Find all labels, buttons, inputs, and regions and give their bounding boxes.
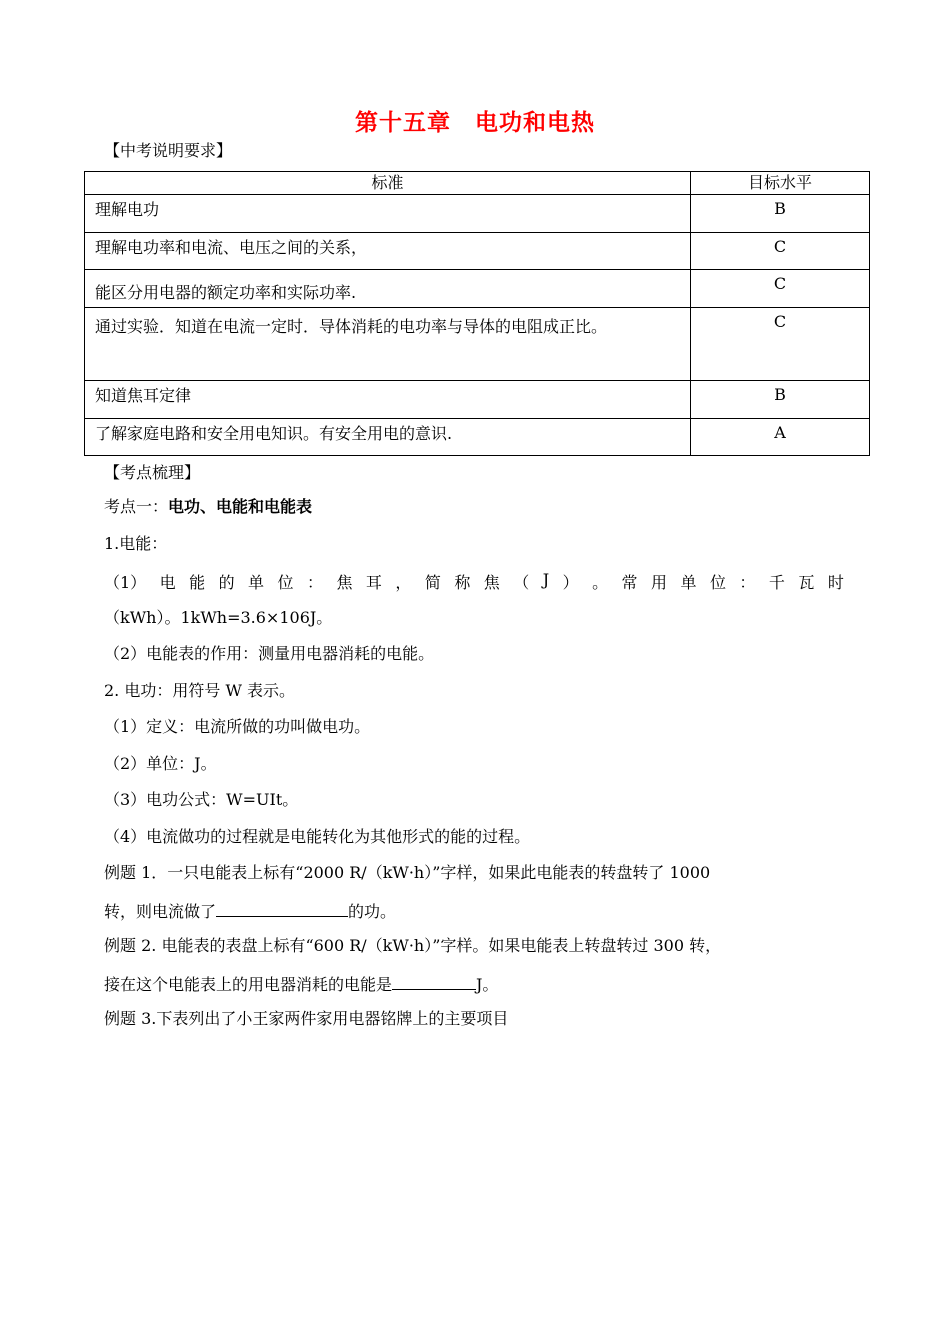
text-line: （2）单位：J。 (104, 754, 217, 773)
standard-cell: 了解家庭电路和安全用电知识。有安全用电的意识. (85, 419, 691, 456)
text-line: （3）电功公式：W=UIt。 (104, 790, 299, 809)
table-row (85, 195, 870, 233)
level-cell: C (691, 233, 870, 270)
standard-cell: 能区分用电器的额定功率和实际功率. (85, 270, 691, 308)
text-char: 耳 (365, 573, 382, 592)
text-line: （1）定义：电流所做的功叫做电功。 (104, 717, 371, 736)
standard-cell: 理解电功率和电流、电压之间的关系， (85, 233, 691, 270)
text-line: 1.电能： (104, 534, 168, 553)
text-char: 常 (621, 573, 638, 592)
text-char: 能 (189, 573, 206, 592)
level-cell: B (691, 195, 870, 233)
point1-prefix: 考点一： (104, 497, 169, 516)
text-char: 的 (218, 573, 235, 592)
example-3-line: 例题 3.下表列出了小王家两件家用电器铭牌上的主要项目 (104, 1009, 509, 1028)
point1-title: 电功、电能和电能表 (168, 497, 313, 516)
text-char: 位 (277, 573, 294, 592)
requirements-table (84, 171, 870, 456)
text-char: 。 (592, 573, 609, 592)
text-line: （kWh）。1kWh=3.6×106J。 (104, 608, 333, 627)
text-char: 位 (709, 573, 726, 592)
table-row (85, 270, 870, 308)
standard-cell: 理解电功 (85, 195, 691, 233)
text-char: 焦 (336, 573, 353, 592)
example-1-line-2 (104, 899, 396, 923)
text-char: 电 (159, 573, 176, 592)
text-char: 瓦 (798, 573, 815, 592)
example-2-line-2 (104, 972, 498, 996)
text-char: ： (739, 573, 756, 592)
header-level: 目标水平 (691, 172, 870, 195)
text-segment: 的功。 (348, 902, 397, 921)
header-standard: 标准 (85, 172, 691, 195)
text-char: 单 (248, 573, 265, 592)
text-char: 时 (827, 573, 844, 592)
standard-cell: 知道焦耳定律 (85, 381, 691, 419)
table-row (85, 419, 870, 456)
text-char: 简 (424, 573, 441, 592)
level-cell: A (691, 419, 870, 456)
standard-cell: 通过实验．知道在电流一定时．导体消耗的电功率与导体的电阻成正比。 (85, 308, 691, 381)
text-line: （4）电流做功的过程就是电能转化为其他形式的能的过程。 (104, 827, 531, 846)
text-line: 2. 电功：用符号 W 表示。 (104, 681, 295, 700)
table-row (85, 233, 870, 270)
text-char: 焦 (483, 573, 500, 592)
text-char: 千 (768, 573, 785, 592)
text-segment: 转，则电流做了 (104, 902, 217, 921)
points-heading: 【考点梳理】 (104, 463, 201, 482)
text-char: ： (306, 573, 323, 592)
level-cell: B (691, 381, 870, 419)
text-line: （2）电能表的作用：测量用电器消耗的电能。 (104, 644, 435, 663)
text-segment: J。 (476, 975, 499, 994)
point1-heading (104, 496, 312, 518)
text-char: （ (513, 573, 530, 592)
text-char: 称 (454, 573, 471, 592)
example-1-line-1: 例题 1．一只电能表上标有“2000 R/（kW·h）”字样，如果此电能表的转盘转了 1000 (104, 863, 711, 882)
text-char: ） (562, 573, 579, 592)
table-row (85, 381, 870, 419)
level-cell: C (691, 270, 870, 308)
justified-line (104, 570, 844, 593)
table-header-row (85, 172, 870, 195)
text-segment: 接在这个电能表上的用电器消耗的电能是 (104, 975, 393, 994)
text-char: J (542, 570, 550, 589)
table-row (85, 308, 870, 381)
text-char: （1） (104, 573, 147, 592)
level-cell: C (691, 308, 870, 381)
text-char: ， (395, 573, 412, 592)
text-char: 单 (680, 573, 697, 592)
answer-blank (392, 972, 476, 990)
requirements-heading: 【中考说明要求】 (104, 141, 233, 160)
text-char: 用 (651, 573, 668, 592)
answer-blank (216, 899, 348, 917)
example-2-line-1: 例题 2. 电能表的表盘上标有“600 R/（kW·h）”字样。如果电能表上转盘转过 300 转， (104, 936, 722, 955)
page-title: 第十五章 电功和电热 (355, 110, 595, 136)
